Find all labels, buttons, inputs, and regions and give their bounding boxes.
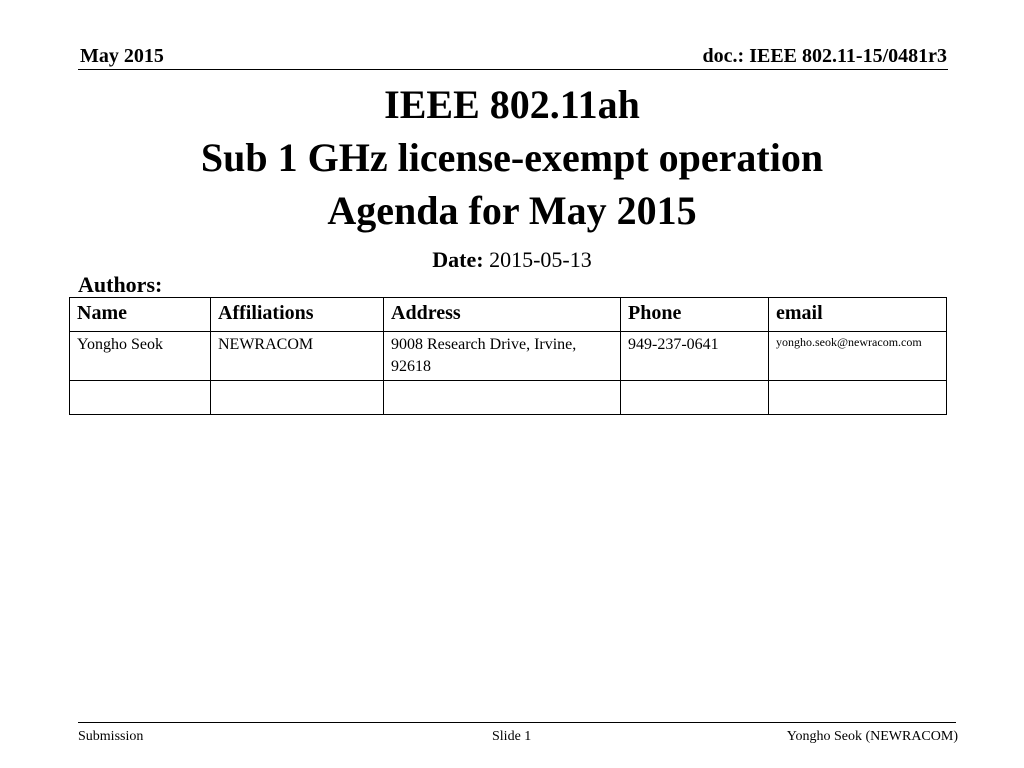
- column-header-affiliations: Affiliations: [211, 298, 384, 332]
- column-header-phone: Phone: [621, 298, 769, 332]
- table-row: [70, 332, 947, 381]
- authors-label: Authors:: [78, 272, 163, 297]
- author-phone-cell: 949-237-0641: [621, 332, 769, 381]
- authors-table: [69, 297, 947, 415]
- footer-submission: Submission: [78, 729, 144, 744]
- header-doc-id: doc.: IEEE 802.11-15/0481r3: [702, 45, 947, 67]
- column-header-name: Name: [70, 298, 211, 332]
- author-name-cell: Yongho Seok: [70, 332, 211, 381]
- footer-slide-number: Slide 1: [492, 729, 532, 744]
- author-phone-cell: [621, 381, 769, 415]
- table-header-row: [70, 298, 947, 332]
- author-affiliation-cell: NEWRACOM: [211, 332, 384, 381]
- slide-title: [0, 78, 1024, 237]
- author-address-cell: 9008 Research Drive, Irvine, 92618: [384, 332, 621, 381]
- title-line-3: Agenda for May 2015: [327, 188, 697, 233]
- date-line: [0, 247, 1024, 273]
- author-email-cell: yongho.seok@newracom.com: [769, 332, 947, 381]
- title-line-1: IEEE 802.11ah: [384, 82, 640, 127]
- title-line-2: Sub 1 GHz license-exempt operation: [200, 135, 824, 180]
- header-divider: [78, 69, 948, 70]
- table-row: [70, 381, 947, 415]
- author-email-cell: [769, 381, 947, 415]
- date-value: 2015-05-13: [489, 247, 592, 272]
- author-address-cell: [384, 381, 621, 415]
- date-label: Date:: [432, 247, 484, 272]
- column-header-email: email: [769, 298, 947, 332]
- author-name-cell: [70, 381, 211, 415]
- column-header-address: Address: [384, 298, 621, 332]
- header-date: May 2015: [80, 45, 164, 67]
- footer-divider: [78, 722, 956, 723]
- footer-author: Yongho Seok (NEWRACOM): [786, 729, 958, 744]
- author-affiliation-cell: [211, 381, 384, 415]
